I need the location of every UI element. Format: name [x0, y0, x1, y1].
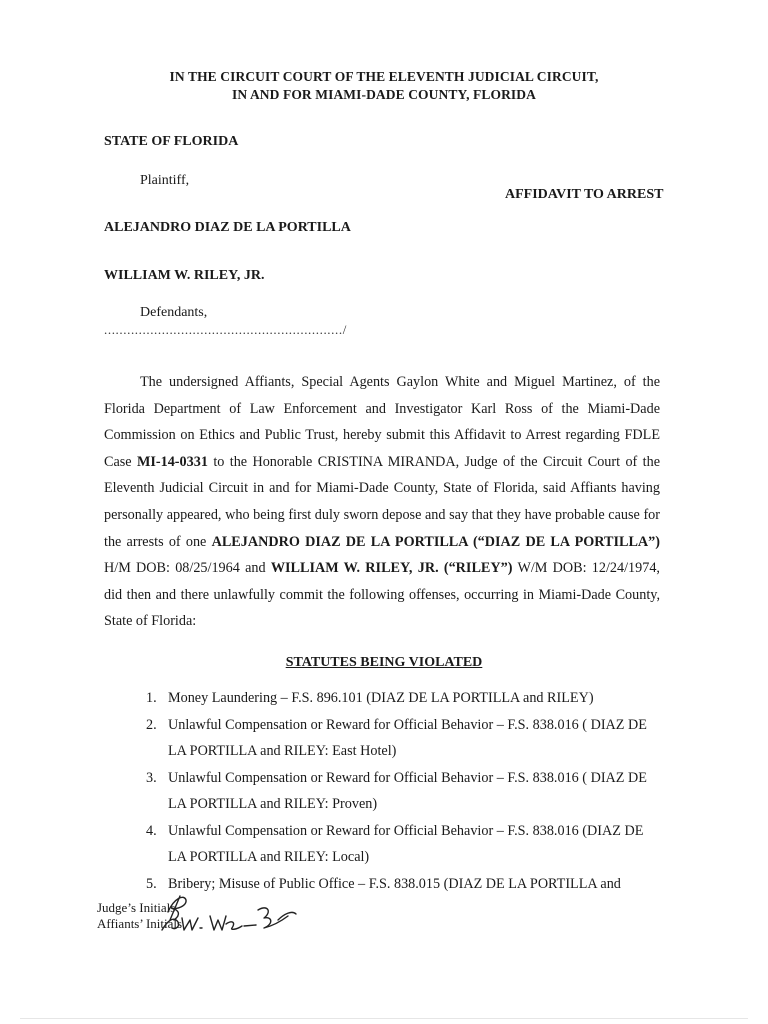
statute-number: 5.	[146, 875, 157, 892]
body-text: W/M DOB: 12/24/1974,	[512, 560, 660, 577]
document-title: AFFIDAVIT TO ARREST	[505, 187, 664, 202]
body-text: the arrests of one	[104, 533, 212, 550]
body-line	[104, 529, 660, 556]
statute-text: Unlawful Compensation or Reward for Official Behavior – F.S. 838.016 (DIAZ DE	[168, 822, 644, 839]
statute-item	[146, 818, 666, 871]
body-line: Eleventh Judicial Circuit in and for Miami-Dade County, State of Florida, said Affiants having	[104, 480, 660, 497]
state-party: STATE OF FLORIDA	[104, 134, 239, 149]
defendant-2: WILLIAM W. RILEY, JR.	[104, 268, 265, 283]
affidavit-paragraph	[104, 369, 660, 635]
statute-text-cont: LA PORTILLA and RILEY: Local)	[168, 849, 370, 865]
judge-initials-label: Judge’s Initials	[97, 900, 176, 915]
body-line: did then and there unlawfully commit the following offenses, occurring in Miami-Dade County,	[104, 586, 660, 603]
body-line	[104, 449, 660, 476]
defendant-1: ALEJANDRO DIAZ DE LA PORTILLA	[104, 220, 351, 235]
statute-number: 2.	[146, 716, 157, 733]
statute-item	[146, 712, 666, 765]
statute-number: 4.	[146, 822, 157, 839]
case-number: MI-14-0331	[136, 453, 208, 470]
statute-text-cont: LA PORTILLA and RILEY: Proven)	[168, 796, 378, 812]
body-line: Florida Department of Law Enforcement and Investigator Karl Ross of the Miami-Dade	[104, 400, 660, 417]
body-line: personally appeared, who being first duly sworn depose and say that they have probable cause for	[104, 506, 660, 523]
statute-item	[146, 685, 666, 712]
court-heading-line2: IN AND FOR MIAMI-DADE COUNTY, FLORIDA	[232, 87, 536, 102]
caption-divider: ............................................................../	[104, 322, 347, 337]
body-text: to the Honorable CRISTINA MIRANDA, Judge of the Circuit Court of the	[207, 453, 660, 470]
statute-text: Bribery; Misuse of Public Office – F.S. 838.015 (DIAZ DE LA PORTILLA and	[168, 875, 621, 892]
defendant-name-2: WILLIAM W. RILEY, JR. (“RILEY”)	[270, 560, 513, 577]
statute-text: Unlawful Compensation or Reward for Official Behavior – F.S. 838.016 ( DIAZ DE	[168, 769, 647, 786]
affiants-initials-label: Affiants’ Initials	[97, 916, 183, 931]
handwritten-initials-signature	[160, 890, 310, 938]
court-heading	[0, 68, 768, 104]
body-text: Case	[104, 453, 137, 470]
statute-text: Unlawful Compensation or Reward for Official Behavior – F.S. 838.016 ( DIAZ DE	[168, 716, 647, 733]
body-line: Commission on Ethics and Public Trust, hereby submit this Affidavit to Arrest regarding FDLE	[104, 427, 660, 444]
page-edge-rule	[20, 1018, 748, 1019]
statute-item	[146, 765, 666, 818]
court-heading-line1: IN THE CIRCUIT COURT OF THE ELEVENTH JUDICIAL CIRCUIT,	[169, 69, 599, 84]
statute-number: 1.	[146, 690, 157, 706]
defendant-name-1: ALEJANDRO DIAZ DE LA PORTILLA (“DIAZ DE LA PORTILLA”)	[211, 533, 660, 550]
defendants-label: Defendants,	[140, 305, 208, 320]
body-line: State of Florida:	[104, 613, 197, 630]
statute-text: Money Laundering – F.S. 896.101 (DIAZ DE LA PORTILLA and RILEY)	[168, 690, 594, 706]
body-line: The undersigned Affiants, Special Agents Gaylon White and Miguel Martinez, of the	[140, 374, 660, 390]
statute-text-cont: LA PORTILLA and RILEY: East Hotel)	[168, 743, 397, 759]
statutes-list	[146, 685, 666, 897]
statute-number: 3.	[146, 769, 157, 786]
body-text: H/M DOB: 08/25/1964 and	[104, 560, 271, 577]
body-line	[104, 555, 660, 582]
statutes-heading: STATUTES BEING VIOLATED	[285, 655, 483, 670]
plaintiff-label: Plaintiff,	[140, 173, 190, 188]
